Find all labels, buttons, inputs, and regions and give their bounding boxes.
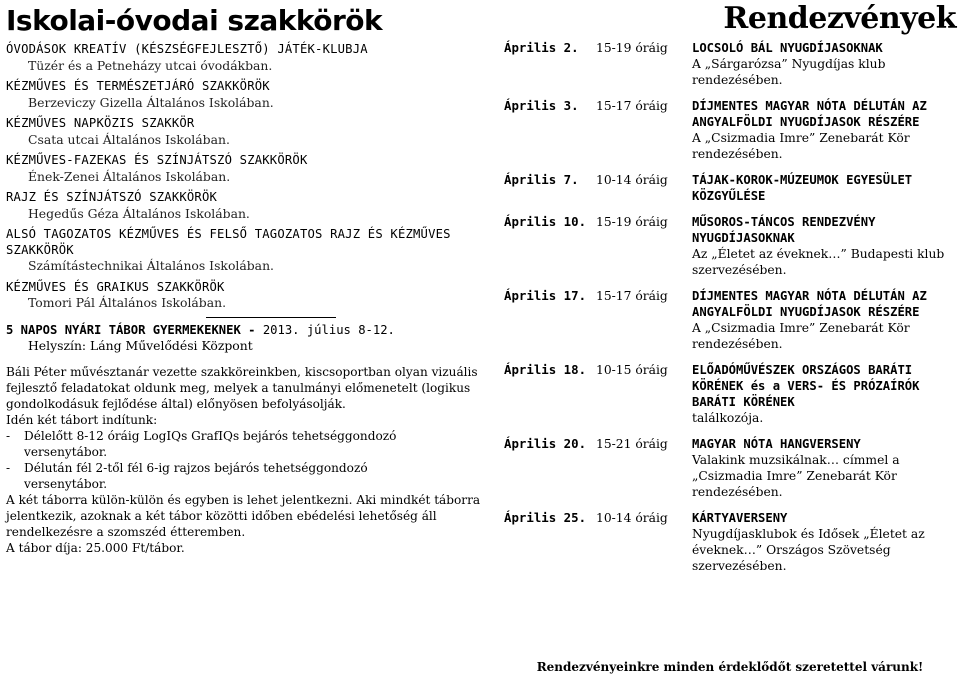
event-body (692, 40, 954, 88)
event-title: KÁRTYAVERSENY (692, 511, 788, 525)
bullet-dash: - (6, 460, 11, 475)
club-location: Tüzér és a Petneházy utcai óvodákban. (28, 57, 273, 73)
event-note: A „Csizmadia Imre” Zenebarát Kör rendezésében. (692, 131, 910, 161)
camp-fee: A tábor díja: 25.000 Ft/tábor. (6, 540, 185, 555)
event-row (504, 510, 956, 574)
event-row (504, 214, 956, 278)
club-location: Berzeviczy Gizella Általános Iskolában. (28, 94, 274, 110)
camp-apply: A két táborra külön-külön és egyben is lehet jelentkezni. Aki mindkét táborra jelentkezik, azoknak a két tábor közötti időben ebédelési lehetőség áll rendelkezésre a szomszéd étteremben. (6, 492, 481, 539)
event-body (692, 214, 954, 278)
club-location: Csata utcai Általános Iskolában. (28, 131, 230, 147)
event-row (504, 362, 956, 426)
event-note: Nyugdíjasklubok és Idősek „Életet az éveknek…” Országos Szövetség szervezésében. (692, 527, 925, 573)
event-note: A „Sárgarózsa” Nyugdíjas klub rendezésében. (692, 57, 886, 87)
camp-dates: 2013. július 8-12. (255, 322, 395, 337)
event-body (692, 510, 954, 574)
event-row (504, 288, 956, 352)
events-footer: Rendezvényeinkre minden érdeklődőt szeretettel várunk! (536, 660, 924, 674)
event-row (504, 172, 956, 204)
camp-title-bold: 5 NAPOS NYÁRI TÁBOR GYERMEKEKNEK - (6, 322, 256, 337)
club-title: ALSÓ TAGOZATOS KÉZMŰVES ÉS FELSŐ TAGOZATOS RAJZ ÉS KÉZMŰVES SZAKKÖRÖK (6, 227, 451, 257)
camp-option-text: Délelőtt 8-12 óráig LogIQs GrafIQs bejárós tehetséggondozó (24, 428, 397, 443)
camp-option-text: Délután fél 2-től fél 6-ig rajzos bejárós tehetséggondozó (24, 460, 368, 475)
event-title: ELŐADÓMŰVÉSZEK ORSZÁGOS BARÁTI KÖRÉNEK és a VERS- ÉS PRÓZAÍRÓK BARÁTI KÖRÉNEK (692, 363, 920, 409)
event-date: Április 2. (504, 40, 579, 55)
event-note: A „Csizmadia Imre” Zenebarát Kör rendezésében. (692, 321, 910, 351)
event-row (504, 98, 956, 162)
club-title: KÉZMŰVES-FAZEKAS ÉS SZÍNJÁTSZÓ SZAKKÖRÖK (6, 153, 308, 167)
event-time: 15-19 óráig (596, 41, 668, 55)
camp-description: Báli Péter művésztanár vezette szakköreinkben, kiscsoportban olyan vizuális fejlesztő feladatokat oldunk meg, melyek a tanulmányi előmenetelt (logikus gondolkodásuk fejlődése által) előnyösen befolyásolják. (6, 364, 478, 411)
bullet-dash: - (6, 428, 11, 443)
event-date: Április 10. (504, 214, 587, 229)
event-date: Április 25. (504, 510, 587, 525)
event-date: Április 3. (504, 98, 579, 113)
club-item (6, 153, 481, 184)
event-title: DÍJMENTES MAGYAR NÓTA DÉLUTÁN AZ ANGYALFÖLDI NYUGDÍJASOK RÉSZÉRE (692, 99, 927, 129)
event-time: 15-19 óráig (596, 215, 668, 229)
camp-description-block (6, 364, 481, 556)
club-location: Hegedűs Géza Általános Iskolában. (28, 205, 250, 221)
club-title: ÓVODÁSOK KREATÍV (KÉSZSÉGFEJLESZTŐ) JÁTÉK-KLUBJA (6, 42, 368, 56)
club-item (6, 116, 481, 147)
event-row (504, 40, 956, 88)
club-item (6, 79, 481, 110)
club-item (6, 227, 481, 274)
event-title: MAGYAR NÓTA HANGVERSENY (692, 437, 861, 451)
event-date: Április 17. (504, 288, 587, 303)
camp-divider (206, 317, 336, 318)
event-time: 15-17 óráig (596, 99, 668, 113)
summer-camp (6, 322, 481, 556)
event-body (692, 288, 954, 352)
event-time: 10-14 óráig (596, 511, 668, 525)
camp-title (6, 322, 481, 338)
event-date: Április 7. (504, 172, 579, 187)
club-title: KÉZMŰVES NAPKÖZIS SZAKKÖR (6, 116, 195, 130)
club-location: Számítástechnikai Általános Iskolában. (28, 258, 274, 273)
club-item (6, 190, 481, 221)
event-body (692, 172, 954, 204)
club-title: RAJZ ÉS SZÍNJÁTSZÓ SZAKKÖRÖK (6, 190, 218, 204)
camp-option (6, 428, 481, 444)
club-title: KÉZMŰVES ÉS GRAIKUS SZAKKÖRÖK (6, 279, 225, 294)
club-item (6, 42, 481, 73)
club-location: Ének-Zenei Általános Iskolában. (28, 168, 231, 184)
clubs-heading: Iskolai-óvodai szakkörök (6, 4, 383, 37)
events-column (504, 0, 956, 584)
event-time: 10-15 óráig (596, 363, 668, 377)
event-date: Április 18. (504, 362, 587, 377)
camp-location: Helyszín: Láng Művelődési Központ (28, 337, 253, 353)
event-time: 15-21 óráig (596, 437, 668, 451)
event-title: LOCSOLÓ BÁL NYUGDÍJASOKNAK (692, 41, 883, 55)
event-note: Az „Életet az éveknek…” Budapesti klub szervezésében. (692, 247, 945, 277)
events-heading: Rendezvények (723, 1, 956, 36)
club-item (6, 280, 481, 311)
event-body (692, 362, 954, 426)
event-time: 10-14 óráig (596, 173, 668, 187)
event-note: Valakink muzsikálnak… címmel a „Csizmadia Imre” Zenebarát Kör rendezésében. (692, 453, 900, 499)
event-body (692, 436, 954, 500)
camp-option-cont: versenytábor. (24, 476, 108, 491)
event-title: TÁJAK-KOROK-MÚZEUMOK EGYESÜLET KÖZGYŰLÉSE (692, 173, 913, 203)
event-row (504, 436, 956, 500)
club-title: KÉZMŰVES ÉS TERMÉSZETJÁRÓ SZAKKÖRÖK (6, 79, 270, 93)
event-time: 15-17 óráig (596, 289, 668, 303)
event-title: MŰSOROS-TÁNCOS RENDEZVÉNY NYUGDÍJASOKNAK (692, 215, 876, 245)
event-date: Április 20. (504, 436, 587, 451)
camp-option-cont: versenytábor. (24, 444, 108, 459)
event-note: találkozója. (692, 411, 764, 425)
clubs-column (6, 0, 481, 556)
camp-option (6, 460, 481, 476)
event-title: DÍJMENTES MAGYAR NÓTA DÉLUTÁN AZ ANGYALFÖLDI NYUGDÍJASOK RÉSZÉRE (692, 289, 927, 319)
camp-intro: Idén két tábort indítunk: (6, 412, 158, 427)
club-location: Tomori Pál Általános Iskolában. (28, 295, 227, 310)
event-body (692, 98, 954, 162)
